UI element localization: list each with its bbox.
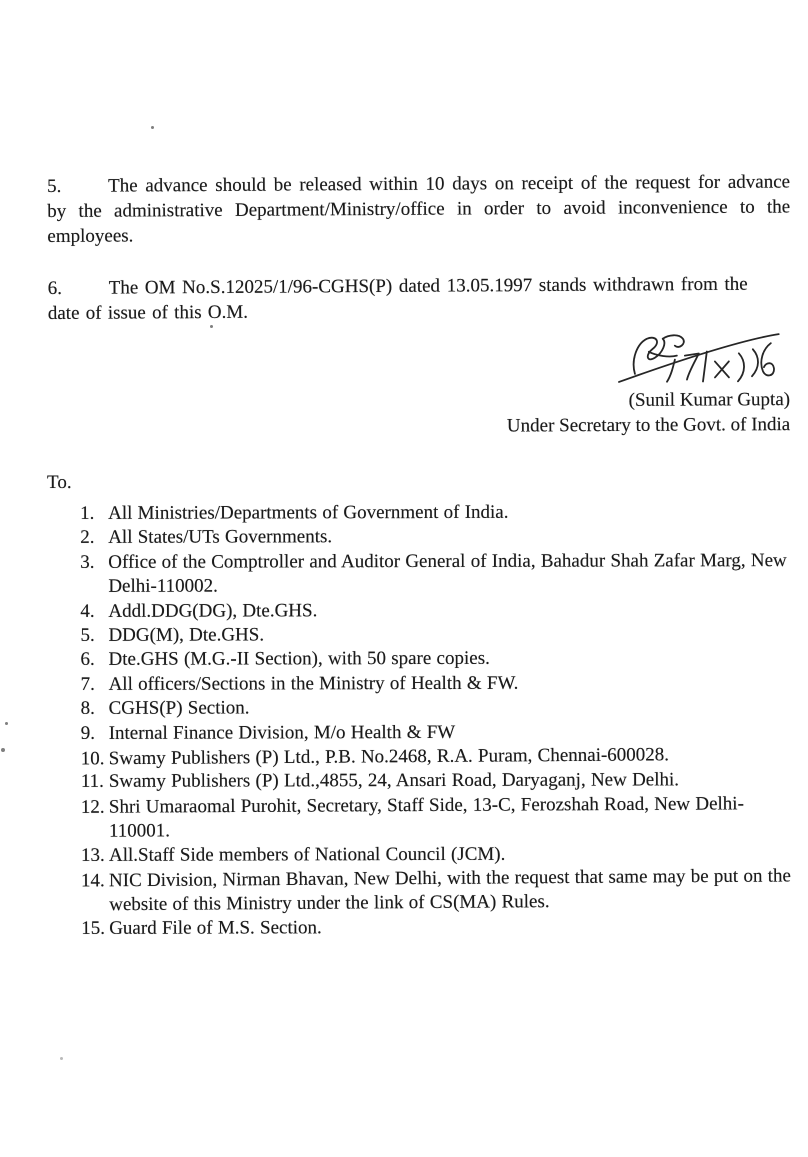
- recipient-number: 11.: [80, 771, 104, 793]
- recipient-number: 10.: [80, 748, 105, 770]
- recipient-item: [48, 792, 805, 845]
- recipient-item: [47, 500, 804, 526]
- recipient-number: 5.: [80, 624, 95, 646]
- recipient-text: Office of the Comptroller and Auditor General of India, Bahadur Shah Zafar Marg, New Delhi-110002.: [108, 549, 787, 598]
- recipient-item: [48, 842, 805, 868]
- recipient-number: 14.: [80, 870, 105, 892]
- recipient-text: CGHS(P) Section.: [108, 697, 250, 720]
- recipient-item: [48, 742, 805, 772]
- recipient-number: 9.: [80, 722, 95, 744]
- recipient-text: Swamy Publishers (P) Ltd., P.B. No.2468, R.A. Puram, Chennai-600028.: [108, 744, 670, 770]
- recipient-item: [47, 549, 804, 600]
- recipient-item: [47, 646, 804, 672]
- recipient-number: 1.: [80, 502, 95, 524]
- paragraph-6-text: The OM No.S.12025/1/96-CGHS(P) dated 13.05.1997 stands withdrawn from the date of issue of this O.M.: [47, 274, 748, 325]
- recipient-text: All.Staff Side members of National Council (JCM).: [108, 843, 506, 866]
- recipient-item: [47, 524, 804, 550]
- recipient-text: Shri Umaraomal Purohit, Secretary, Staff Side, 13-C, Ferozshah Road, New Delhi-110001.: [108, 793, 744, 842]
- scan-speck: [1, 748, 5, 752]
- scan-speck: [210, 325, 213, 328]
- recipient-item: [48, 720, 805, 746]
- scan-speck: [5, 722, 8, 725]
- recipient-number: 2.: [80, 527, 95, 549]
- recipient-item: [47, 598, 804, 624]
- recipient-item: [47, 622, 804, 648]
- to-label: To.: [47, 471, 72, 493]
- paragraph-6-number: 6.: [47, 278, 63, 300]
- recipient-text: Internal Finance Division, M/o Health & FW: [108, 721, 456, 744]
- recipient-item: [48, 864, 805, 918]
- paragraph-6: [48, 273, 748, 327]
- recipient-item: [48, 671, 805, 697]
- recipient-text: All Ministries/Departments of Government of India.: [108, 501, 509, 524]
- recipient-text: All officers/Sections in the Ministry of Health & FW.: [108, 672, 519, 695]
- recipient-text: Guard File of M.S. Section.: [109, 917, 322, 939]
- recipient-item: [48, 695, 805, 721]
- scan-speck: [151, 126, 154, 129]
- paragraph-5-number: 5.: [47, 175, 62, 197]
- recipient-text: Dte.GHS (M.G.-II Section), with 50 spare copies.: [108, 648, 490, 671]
- paragraph-5: [47, 170, 790, 249]
- recipient-list: [47, 500, 805, 941]
- memo-paragraphs: [47, 170, 791, 327]
- signature-block: [47, 329, 791, 441]
- recipient-number: 15.: [81, 917, 105, 939]
- recipient-number: 3.: [80, 551, 95, 573]
- handwritten-signature-icon: [613, 329, 788, 388]
- recipient-item: [48, 768, 805, 794]
- recipient-number: 12.: [80, 796, 105, 818]
- recipient-number: 7.: [80, 673, 95, 695]
- paragraph-5-text: The advance should be released within 10 days on receipt of the request for advance by the administrative Department/Ministry/office in order to avoid inconvenience to the employees.: [47, 171, 791, 247]
- recipient-number: 4.: [80, 600, 95, 622]
- recipient-text: All States/UTs Governments.: [108, 526, 333, 549]
- recipient-text: Addl.DDG(DG), Dte.GHS.: [108, 599, 318, 622]
- distribution-section: [47, 469, 791, 941]
- signatory-title: Under Secretary to the Govt. of India: [506, 414, 791, 437]
- recipient-text: Swamy Publishers (P) Ltd.,4855, 24, Ansari Road, Daryaganj, New Delhi.: [108, 769, 680, 793]
- recipient-number: 6.: [80, 649, 95, 671]
- signatory-name: (Sunil Kumar Gupta): [628, 389, 791, 411]
- recipient-number: 13.: [80, 844, 105, 866]
- recipient-number: 8.: [80, 698, 95, 720]
- recipient-item: [48, 915, 805, 941]
- recipient-text: DDG(M), Dte.GHS.: [108, 624, 265, 646]
- recipient-text: NIC Division, Nirman Bhavan, New Delhi, with the request that same may be put on the website of this Ministry under the link of CS(MA) Rules.: [108, 865, 791, 916]
- scan-speck: [60, 1057, 63, 1060]
